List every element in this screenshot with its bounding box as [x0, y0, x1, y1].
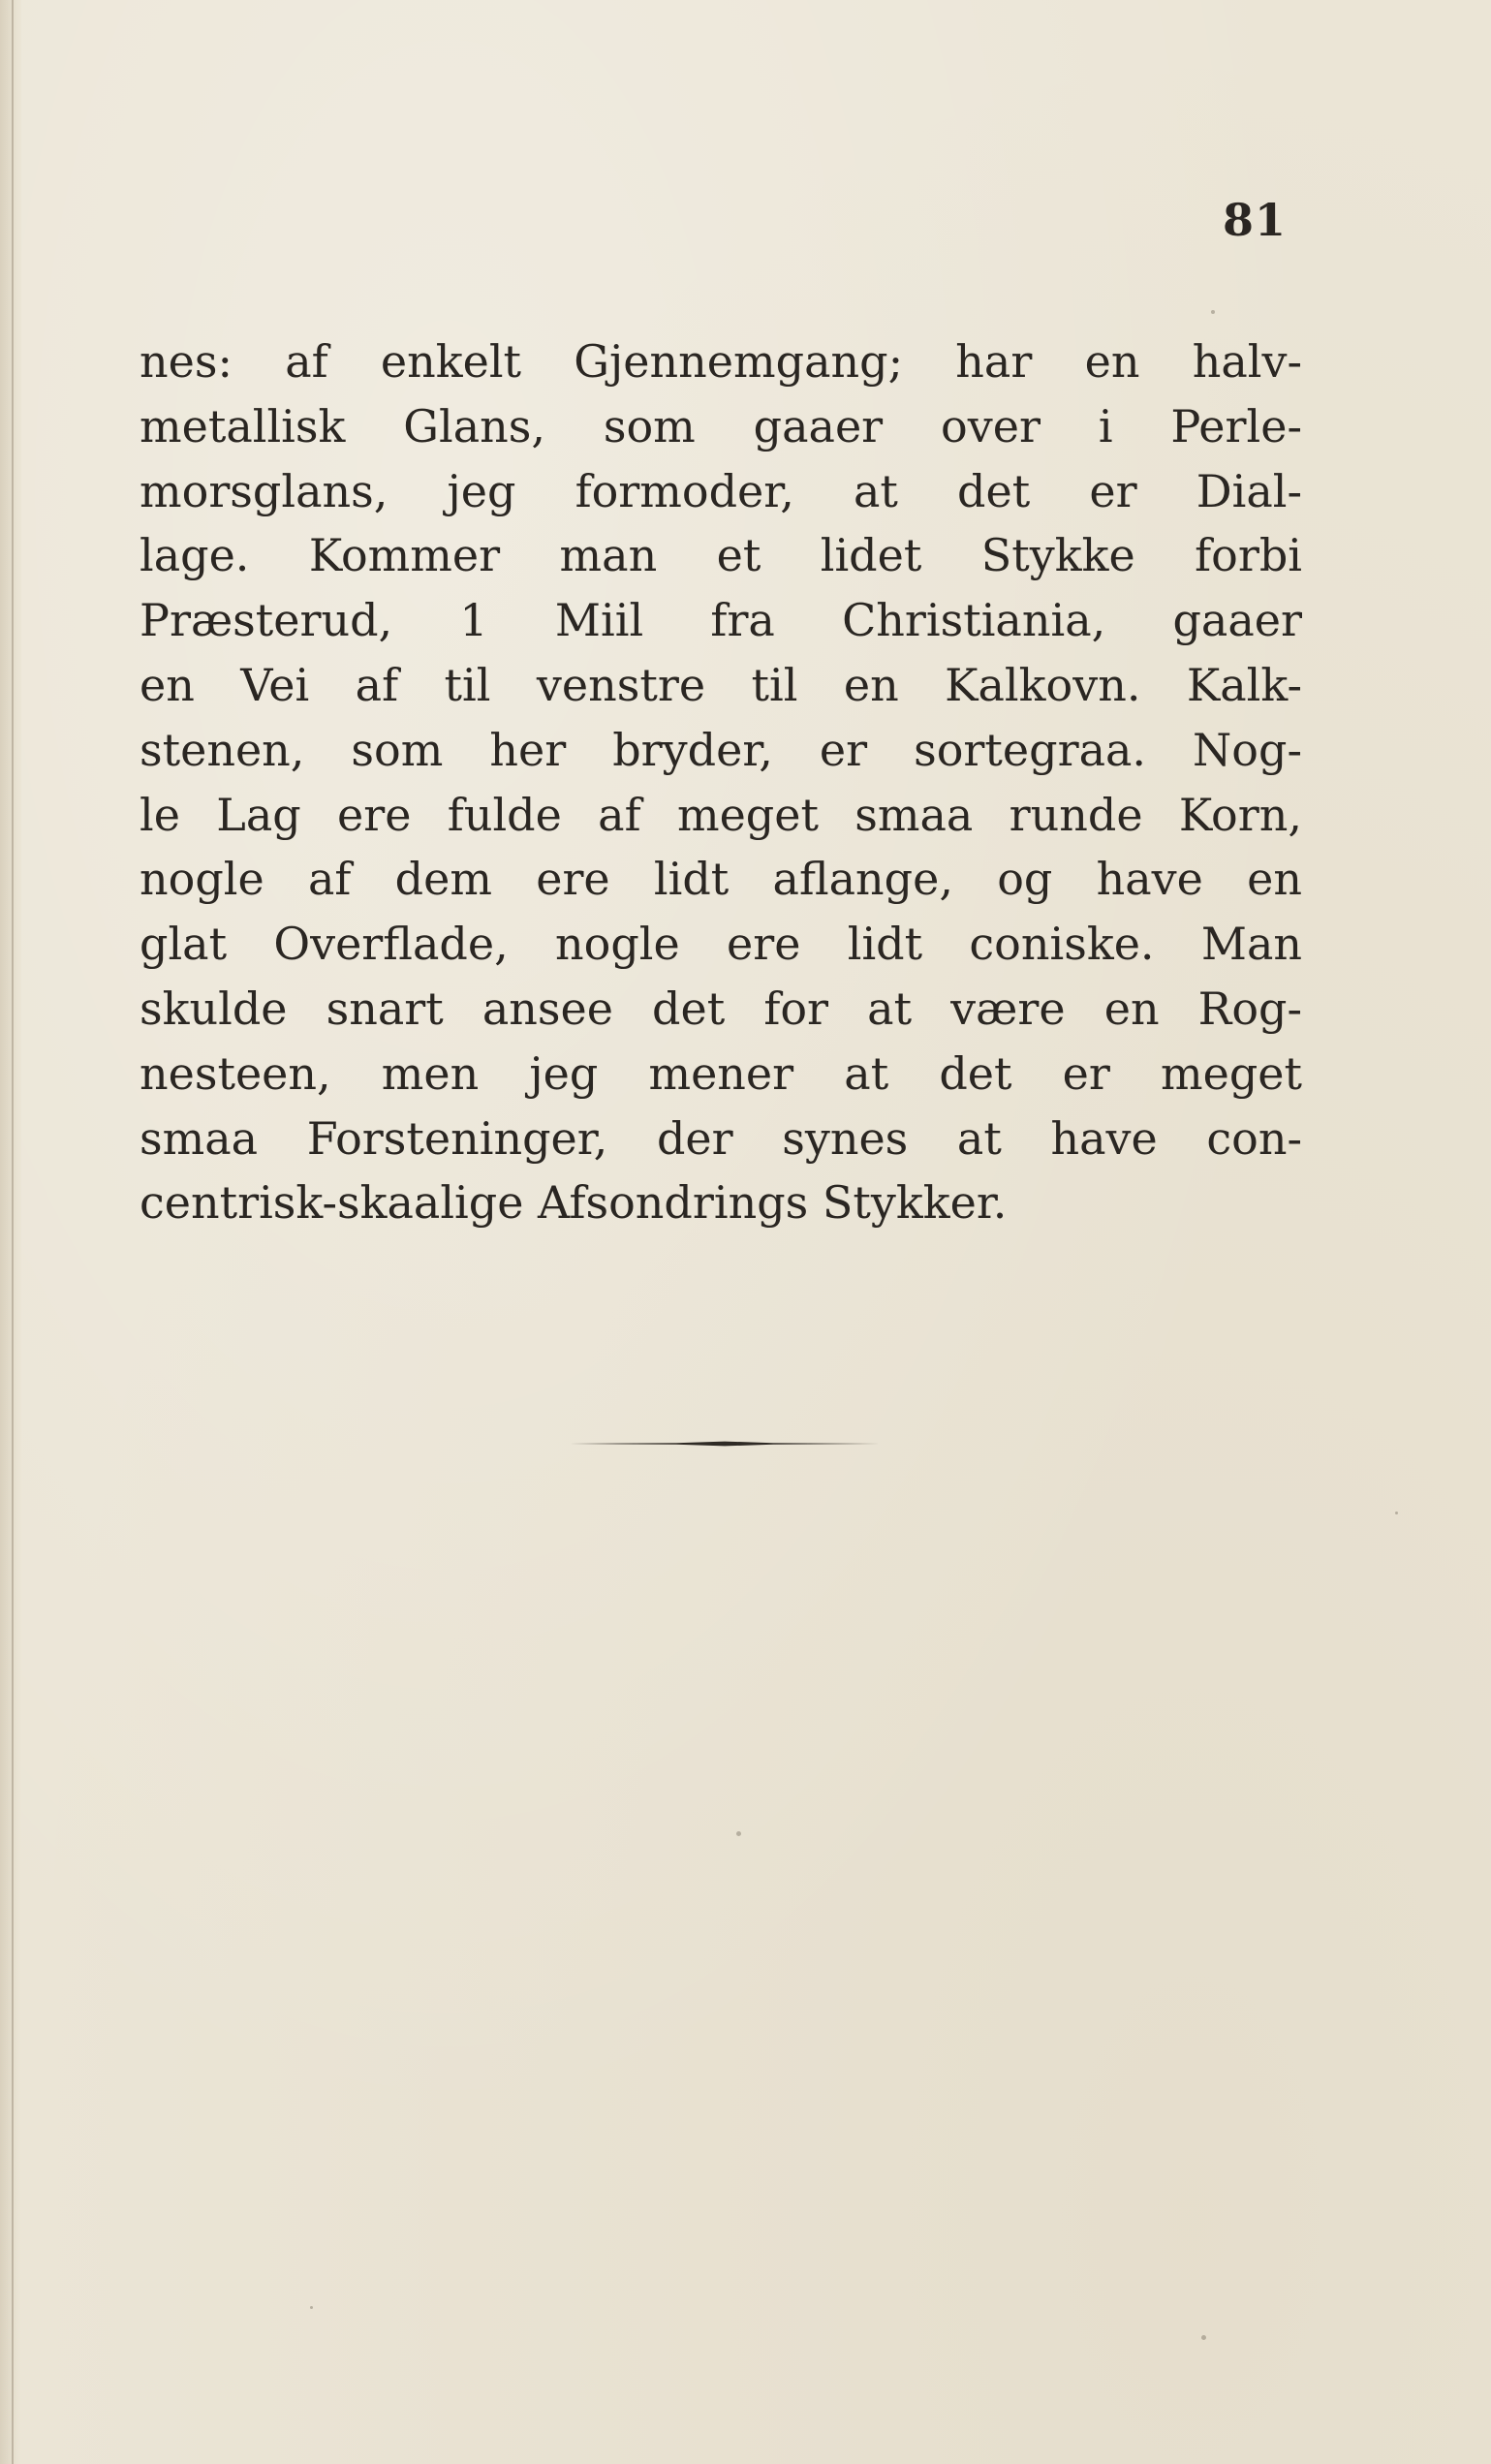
text-line: nesteen, men jeg mener at det er meget: [140, 1046, 1302, 1100]
paper-speck: [1395, 1512, 1398, 1514]
text-line: Præsterud, 1 Miil fra Christiania, gaaer: [140, 594, 1302, 647]
paper-speck: [1201, 2335, 1206, 2340]
body-paragraph: [140, 329, 1302, 1235]
text-line: glat Overflade, nogle ere lidt coniske. Man: [140, 918, 1302, 971]
page-gutter: [0, 0, 21, 2464]
text-line-final: centrisk-skaalige Afsondrings Stykker.: [140, 1176, 1008, 1230]
text-line: stenen, som her bryder, er sortegraa. Nog-: [140, 723, 1302, 776]
text-line: nogle af dem ere lidt aflange, og have en: [140, 853, 1302, 906]
text-line: morsglans, jeg formoder, at det er Dial-: [140, 464, 1302, 517]
paper-speck: [1211, 310, 1215, 314]
gutter-fold-line: [12, 0, 14, 2464]
text-line: skulde snart ansee det for at være en Rog-: [140, 982, 1302, 1035]
page-number: 81: [1223, 194, 1288, 246]
paper-speck: [736, 1831, 741, 1836]
text-line: smaa Forsteninger, der synes at have con-: [140, 1111, 1302, 1165]
text-line: le Lag ere fulde af meget smaa runde Korn,: [140, 788, 1302, 841]
text-line: metallisk Glans, som gaaer over i Perle-: [140, 399, 1302, 452]
text-line: en Vei af til venstre til en Kalkovn. Kalk-: [140, 658, 1302, 711]
text-line: nes: af enkelt Gjennemgang; har en halv-: [140, 335, 1302, 388]
tapered-rule-ornament: [570, 1441, 880, 1447]
text-line: lage. Kommer man et lidet Stykke forbi: [140, 529, 1302, 582]
paper-speck: [310, 2306, 313, 2309]
section-end-rule: [570, 1441, 880, 1447]
